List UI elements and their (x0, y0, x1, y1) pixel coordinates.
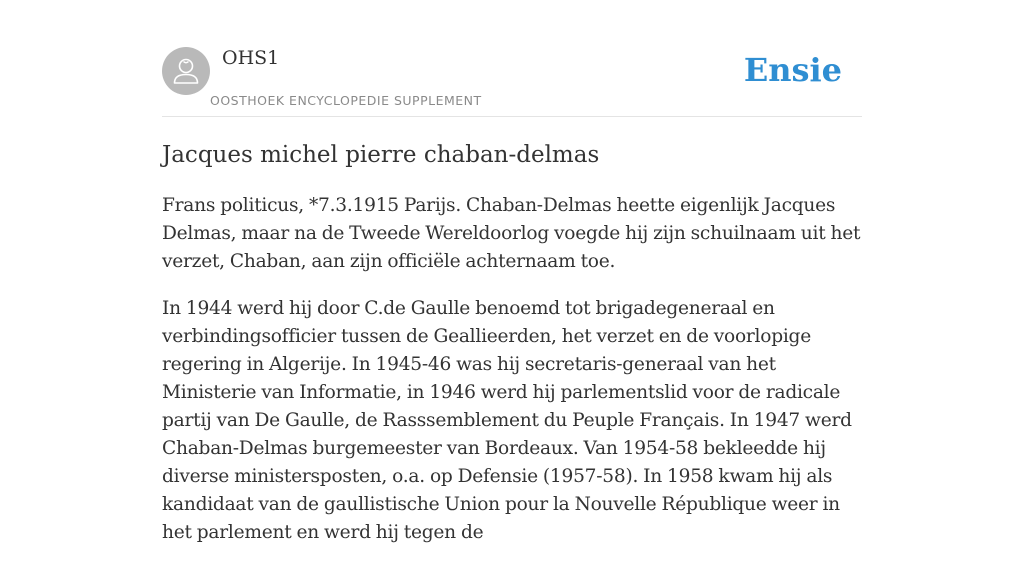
article-header (162, 45, 862, 117)
article-paragraph: In 1944 werd hij door C.de Gaulle benoemd tot brigadegeneraal en verbindingsofficier tussen de Geallieerden, het verzet en de voorlopige regering in Algerije. In 1945-46 was hij secretaris-generaal van het Ministerie van Informatie, in 1946 werd hij parlementslid voor de radicale partij van De Gaulle, de Rasssemblement du Peuple Français. In 1947 werd Chaban-Delmas burgemeester van Bordeaux. Van 1954-58 bekleedde hij diverse ministersposten, o.a. op Defensie (1957-58). In 1958 kwam hij als kandidaat van de gaullistische Union pour la Nouvelle République weer in het parlement en werd hij tegen de (162, 298, 852, 543)
author-name[interactable]: OHS1 (222, 47, 280, 69)
article-body (162, 192, 862, 566)
author-avatar[interactable] (162, 47, 210, 95)
article-title: Jacques michel pierre chaban-delmas (162, 142, 600, 168)
source-name[interactable]: OOSTHOEK ENCYCLOPEDIE SUPPLEMENT (210, 93, 482, 108)
brand-logo[interactable]: Ensie (743, 51, 842, 89)
article-paragraph: Frans politicus, *7.3.1915 Parijs. Chaban-Delmas heette eigenlijk Jacques Delmas, maar na de Tweede Wereldoorlog voegde hij zijn schuilnaam uit het verzet, Chaban, aan zijn officiële achternaam toe. (162, 195, 861, 272)
user-icon (162, 47, 210, 95)
